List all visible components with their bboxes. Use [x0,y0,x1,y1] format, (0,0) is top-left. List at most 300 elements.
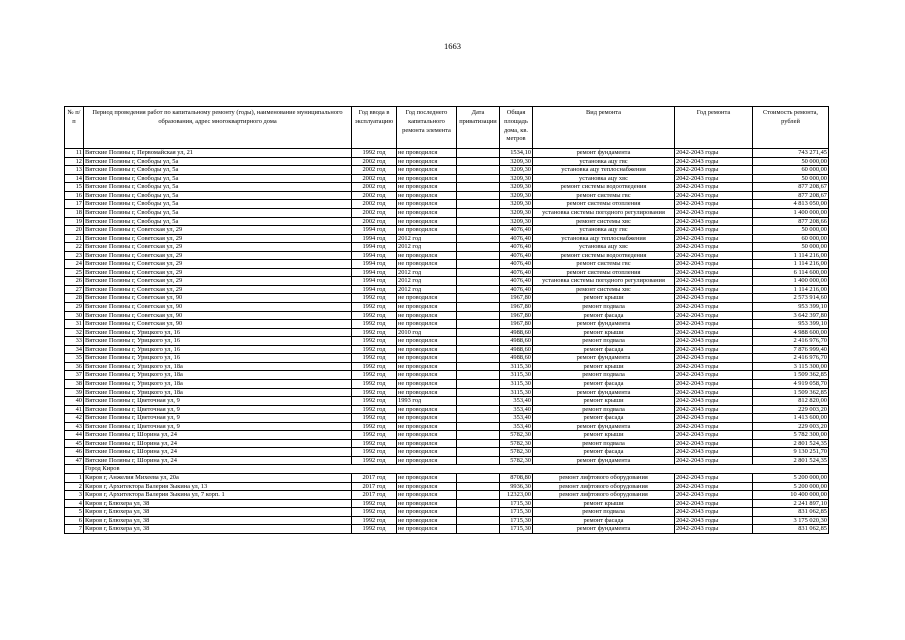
cell-last-repair-year: не проводился [397,525,457,534]
header-commission-year: Год ввода в эксплуатацию [352,107,397,149]
cell-address: Вятские Поляны г, Свободы ул, 5а [84,174,352,183]
cell-privatization-date [457,328,500,337]
cell-privatization-date [457,473,500,482]
cell-privatization-date [457,209,500,218]
cell-privatization-date [457,217,500,226]
cell-repair-cost: 831 062,85 [753,525,829,534]
cell-privatization-date [457,200,500,209]
cell-repair-cost: 50 000,00 [753,243,829,252]
cell-repair-cost: 1 400 000,00 [753,277,829,286]
cell-total-area: 1715,30 [500,525,533,534]
cell-address: Вятские Поляны г, Советская ул, 90 [84,303,352,312]
cell-commission-year: 1994 год [352,260,397,269]
cell-repair-type: установка системы погодного регулирования [533,209,675,218]
cell-address: Вятские Поляны г, Советская ул, 29 [84,277,352,286]
cell-commission-year: 1994 год [352,285,397,294]
cell-address: Киров г, Архитектора Валерия Зыкина ул, 7 корп. 1 [84,491,352,500]
cell-commission-year: 1992 год [352,499,397,508]
cell-repair-cost: 1 114 216,00 [753,260,829,269]
cell-repair-cost: 2 801 524,35 [753,439,829,448]
cell-repair-type: ремонт системы хвс [533,285,675,294]
cell-repair-type: ремонт фундамента [533,354,675,363]
header-repair-type: Вид ремонта [533,107,675,149]
cell-repair-type: ремонт фасада [533,379,675,388]
table-row [65,439,829,448]
cell-last-repair-year: не проводился [397,431,457,440]
cell-address: Вятские Поляны г, Урицкого ул, 16 [84,328,352,337]
cell-total-area: 1967,80 [500,294,533,303]
cell-address: Вятские Поляны г, Урицкого ул, 18а [84,388,352,397]
cell-address: Вятские Поляны г, Советская ул, 29 [84,243,352,252]
cell-last-repair-year: не проводился [397,456,457,465]
cell-repair-cost: 877 208,67 [753,191,829,200]
cell-number: 20 [65,226,84,235]
cell-commission-year: 2002 год [352,200,397,209]
cell-repair-year: 2042-2043 годы [675,499,753,508]
cell-repair-year: 2042-2043 годы [675,388,753,397]
table-row [65,311,829,320]
table-row [65,431,829,440]
cell-total-area: 4076,40 [500,243,533,252]
cell-total-area: 5782,30 [500,448,533,457]
cell-repair-type: установка ацу хвс [533,174,675,183]
table-row [65,303,829,312]
cell-commission-year: 1992 год [352,422,397,431]
cell-commission-year: 1992 год [352,379,397,388]
cell-repair-year: 2042-2043 годы [675,243,753,252]
cell-total-area: 3209,30 [500,157,533,166]
cell-commission-year: 1992 год [352,320,397,329]
cell-repair-cost: 6 114 600,00 [753,268,829,277]
cell-commission-year: 1992 год [352,405,397,414]
cell-number: 22 [65,243,84,252]
cell-privatization-date [457,525,500,534]
cell-number: 47 [65,456,84,465]
table-row [65,473,829,482]
cell-repair-cost: 2 416 976,70 [753,354,829,363]
cell-privatization-date [457,405,500,414]
cell-number: 30 [65,311,84,320]
cell-commission-year: 2017 год [352,491,397,500]
cell-total-area: 353,40 [500,397,533,406]
table-row [65,397,829,406]
cell-number: 27 [65,285,84,294]
cell-repair-type: установка ацу хвс [533,243,675,252]
table-row [65,226,829,235]
cell-total-area: 3209,30 [500,200,533,209]
cell-total-area: 353,40 [500,414,533,423]
cell-repair-year: 2042-2043 годы [675,431,753,440]
cell-repair-type: ремонт системы отопления [533,268,675,277]
cell-address: Вятские Поляны г, Урицкого ул, 18а [84,362,352,371]
cell-address: Вятские Поляны г, Советская ул, 90 [84,311,352,320]
cell-repair-cost: 9 130 251,70 [753,448,829,457]
table-row [65,209,829,218]
cell-privatization-date [457,448,500,457]
cell-commission-year: 1992 год [352,508,397,517]
section-number-cell [65,465,84,474]
table-row [65,508,829,517]
cell-repair-year: 2042-2043 годы [675,516,753,525]
cell-address: Вятские Поляны г, Урицкого ул, 18а [84,379,352,388]
cell-privatization-date [457,260,500,269]
cell-address: Киров г, Архитектора Валерия Зыкина ул, 13 [84,482,352,491]
header-number: № п/п [65,107,84,149]
cell-address: Киров г, Блюхера ул, 38 [84,508,352,517]
cell-privatization-date [457,183,500,192]
table-row [65,149,829,158]
cell-repair-cost: 7 876 999,40 [753,345,829,354]
cell-last-repair-year: не проводился [397,217,457,226]
cell-repair-cost: 831 062,85 [753,508,829,517]
cell-commission-year: 1992 год [352,516,397,525]
cell-repair-type: ремонт крыши [533,362,675,371]
cell-total-area: 3209,30 [500,183,533,192]
cell-repair-year: 2042-2043 годы [675,200,753,209]
cell-last-repair-year: не проводился [397,414,457,423]
cell-number: 45 [65,439,84,448]
cell-privatization-date [457,149,500,158]
cell-repair-year: 2042-2043 годы [675,439,753,448]
section-row [65,465,829,474]
cell-repair-year: 2042-2043 годы [675,285,753,294]
cell-address: Киров г, Анжелия Михеева ул, 20а [84,473,352,482]
cell-total-area: 4076,40 [500,226,533,235]
cell-repair-cost: 4 813 050,00 [753,200,829,209]
cell-address: Вятские Поляны г, Свободы ул, 5а [84,209,352,218]
cell-repair-type: ремонт подвала [533,303,675,312]
cell-total-area: 3115,30 [500,388,533,397]
cell-last-repair-year: не проводился [397,337,457,346]
cell-repair-year: 2042-2043 годы [675,183,753,192]
cell-last-repair-year: 2012 год [397,234,457,243]
cell-repair-cost: 1 509 362,85 [753,388,829,397]
cell-last-repair-year: не проводился [397,491,457,500]
cell-repair-cost: 2 416 976,70 [753,337,829,346]
cell-commission-year: 1992 год [352,294,397,303]
cell-repair-cost: 2 573 914,60 [753,294,829,303]
cell-repair-year: 2042-2043 годы [675,422,753,431]
cell-repair-type: установка ацу теплоснабжения [533,234,675,243]
table-row [65,285,829,294]
cell-address: Вятские Поляны г, Шорина ул, 24 [84,439,352,448]
cell-address: Киров г, Блюхера ул, 38 [84,525,352,534]
cell-last-repair-year: не проводился [397,362,457,371]
table-row [65,414,829,423]
cell-last-repair-year: не проводился [397,508,457,517]
cell-address: Вятские Поляны г, Свободы ул, 5а [84,191,352,200]
table-row [65,328,829,337]
cell-address: Вятские Поляны г, Советская ул, 29 [84,234,352,243]
cell-repair-type: ремонт системы отопления [533,200,675,209]
cell-privatization-date [457,226,500,235]
cell-number: 17 [65,200,84,209]
cell-privatization-date [457,285,500,294]
cell-repair-year: 2042-2043 годы [675,337,753,346]
cell-number: 31 [65,320,84,329]
cell-commission-year: 1992 год [352,448,397,457]
cell-repair-cost: 60 000,00 [753,166,829,175]
cell-address: Вятские Поляны г, Урицкого ул, 16 [84,345,352,354]
table-row [65,354,829,363]
cell-address: Вятские Поляны г, Свободы ул, 5а [84,183,352,192]
table-row [65,491,829,500]
cell-total-area: 1715,30 [500,508,533,517]
cell-repair-type: ремонт подвала [533,371,675,380]
cell-commission-year: 1992 год [352,337,397,346]
cell-privatization-date [457,362,500,371]
table-row [65,260,829,269]
cell-repair-year: 2042-2043 годы [675,354,753,363]
cell-last-repair-year: не проводился [397,354,457,363]
cell-repair-year: 2042-2043 годы [675,303,753,312]
cell-total-area: 5782,30 [500,431,533,440]
cell-repair-year: 2042-2043 годы [675,414,753,423]
cell-number: 4 [65,499,84,508]
cell-number: 13 [65,166,84,175]
cell-number: 34 [65,345,84,354]
cell-last-repair-year: не проводился [397,379,457,388]
cell-last-repair-year: не проводился [397,174,457,183]
cell-repair-cost: 3 175 020,30 [753,516,829,525]
cell-commission-year: 1994 год [352,251,397,260]
cell-last-repair-year: не проводился [397,405,457,414]
cell-total-area: 1534,10 [500,149,533,158]
cell-address: Вятские Поляны г, Урицкого ул, 16 [84,354,352,363]
table-row [65,405,829,414]
cell-commission-year: 1992 год [352,431,397,440]
header-last-repair-year: Год последнего капитального ремонта элемента [397,107,457,149]
cell-total-area: 9936,30 [500,482,533,491]
page-number: 1663 [444,41,461,51]
table-row [65,379,829,388]
cell-repair-cost: 5 200 000,00 [753,473,829,482]
cell-commission-year: 1992 год [352,328,397,337]
cell-commission-year: 1992 год [352,388,397,397]
cell-last-repair-year: не проводился [397,422,457,431]
table-row [65,217,829,226]
cell-commission-year: 1992 год [352,362,397,371]
cell-privatization-date [457,251,500,260]
table-row [65,243,829,252]
cell-total-area: 5782,30 [500,439,533,448]
cell-address: Вятские Поляны г, Шорина ул, 24 [84,456,352,465]
cell-number: 21 [65,234,84,243]
cell-total-area: 3209,30 [500,174,533,183]
cell-repair-year: 2042-2043 годы [675,405,753,414]
cell-total-area: 4076,40 [500,268,533,277]
cell-commission-year: 1992 год [352,439,397,448]
cell-repair-type: ремонт крыши [533,397,675,406]
cell-repair-type: ремонт крыши [533,431,675,440]
cell-repair-cost: 1 400 000,00 [753,209,829,218]
cell-number: 29 [65,303,84,312]
cell-last-repair-year: не проводился [397,499,457,508]
cell-total-area: 4076,40 [500,277,533,286]
cell-repair-year: 2042-2043 годы [675,277,753,286]
cell-privatization-date [457,277,500,286]
cell-last-repair-year: не проводился [397,166,457,175]
cell-number: 1 [65,473,84,482]
cell-repair-type: ремонт лифтового оборудования [533,473,675,482]
cell-commission-year: 2002 год [352,191,397,200]
cell-repair-type: ремонт фундамента [533,320,675,329]
cell-repair-year: 2042-2043 годы [675,371,753,380]
table-row [65,362,829,371]
cell-repair-cost: 5 200 000,00 [753,482,829,491]
cell-number: 42 [65,414,84,423]
table-row [65,422,829,431]
cell-repair-type: ремонт фундамента [533,388,675,397]
cell-repair-type: установка ацу теплоснабжения [533,166,675,175]
cell-number: 19 [65,217,84,226]
cell-privatization-date [457,482,500,491]
cell-total-area: 4076,40 [500,234,533,243]
cell-address: Вятские Поляны г, Цветочная ул, 9 [84,414,352,423]
cell-repair-type: ремонт фундамента [533,456,675,465]
cell-repair-cost: 877 208,67 [753,183,829,192]
cell-number: 33 [65,337,84,346]
cell-privatization-date [457,499,500,508]
cell-repair-type: ремонт системы гвс [533,191,675,200]
cell-repair-type: ремонт фундамента [533,525,675,534]
cell-privatization-date [457,311,500,320]
table-body [65,149,829,534]
cell-number: 40 [65,397,84,406]
cell-repair-cost: 1 509 362,85 [753,371,829,380]
cell-repair-year: 2042-2043 годы [675,362,753,371]
cell-repair-type: ремонт фасада [533,516,675,525]
cell-repair-cost: 1 114 216,00 [753,251,829,260]
cell-repair-cost: 5 782 300,00 [753,431,829,440]
cell-repair-year: 2042-2043 годы [675,448,753,457]
cell-number: 12 [65,157,84,166]
cell-repair-type: ремонт фасада [533,311,675,320]
cell-address: Вятские Поляны г, Цветочная ул, 9 [84,422,352,431]
cell-commission-year: 1994 год [352,226,397,235]
cell-total-area: 4076,40 [500,285,533,294]
cell-repair-type: ремонт фасада [533,345,675,354]
table-row [65,234,829,243]
cell-total-area: 4988,60 [500,328,533,337]
header-total-area: Общая площадь дома, кв. метров [500,107,533,149]
cell-privatization-date [457,294,500,303]
cell-privatization-date [457,379,500,388]
cell-repair-year: 2042-2043 годы [675,174,753,183]
capital-repair-table [64,106,829,534]
cell-number: 23 [65,251,84,260]
cell-number: 39 [65,388,84,397]
table-row [65,456,829,465]
header-privatization-date: Дата приватизации [457,107,500,149]
table-row [65,166,829,175]
cell-number: 15 [65,183,84,192]
table-row [65,516,829,525]
cell-number: 6 [65,516,84,525]
cell-repair-type: ремонт фундамента [533,149,675,158]
table-row [65,174,829,183]
cell-repair-cost: 4 988 600,00 [753,328,829,337]
cell-commission-year: 2017 год [352,482,397,491]
cell-address: Вятские Поляны г, Первомайская ул, 21 [84,149,352,158]
cell-privatization-date [457,431,500,440]
header-address: Период проведения работ по капитальному ремонту (годы), наименование муниципального образования, адрес многоквартирного дома [84,107,352,149]
cell-privatization-date [457,371,500,380]
cell-repair-year: 2042-2043 годы [675,209,753,218]
cell-repair-year: 2042-2043 годы [675,234,753,243]
cell-address: Вятские Поляны г, Шорина ул, 24 [84,448,352,457]
cell-number: 26 [65,277,84,286]
cell-commission-year: 1994 год [352,234,397,243]
table-row [65,200,829,209]
cell-number: 14 [65,174,84,183]
cell-repair-year: 2042-2043 годы [675,149,753,158]
cell-privatization-date [457,456,500,465]
cell-address: Вятские Поляны г, Урицкого ул, 16 [84,337,352,346]
cell-repair-cost: 1 413 600,00 [753,414,829,423]
cell-last-repair-year: не проводился [397,311,457,320]
cell-privatization-date [457,303,500,312]
cell-repair-year: 2042-2043 годы [675,397,753,406]
cell-commission-year: 2002 год [352,209,397,218]
cell-address: Вятские Поляны г, Советская ул, 90 [84,294,352,303]
cell-repair-year: 2042-2043 годы [675,191,753,200]
cell-repair-year: 2042-2043 годы [675,473,753,482]
cell-number: 44 [65,431,84,440]
cell-last-repair-year: не проводился [397,183,457,192]
cell-number: 38 [65,379,84,388]
cell-commission-year: 1992 год [352,345,397,354]
table-row [65,157,829,166]
cell-commission-year: 2017 год [352,473,397,482]
cell-repair-year: 2042-2043 годы [675,328,753,337]
cell-total-area: 4988,60 [500,354,533,363]
cell-number: 3 [65,491,84,500]
cell-repair-cost: 3 642 397,80 [753,311,829,320]
cell-repair-cost: 877 208,66 [753,217,829,226]
cell-address: Вятские Поляны г, Свободы ул, 5а [84,217,352,226]
cell-repair-type: ремонт фундамента [533,422,675,431]
cell-repair-type: ремонт лифтового оборудования [533,491,675,500]
cell-repair-cost: 50 000,00 [753,174,829,183]
table-row [65,482,829,491]
table-row [65,183,829,192]
cell-address: Вятские Поляны г, Свободы ул, 5а [84,157,352,166]
cell-total-area: 353,40 [500,422,533,431]
cell-privatization-date [457,234,500,243]
cell-last-repair-year: не проводился [397,260,457,269]
table-row [65,277,829,286]
cell-address: Вятские Поляны г, Советская ул, 29 [84,268,352,277]
cell-repair-type: ремонт крыши [533,328,675,337]
cell-repair-cost: 50 000,00 [753,226,829,235]
cell-address: Вятские Поляны г, Советская ул, 29 [84,285,352,294]
cell-repair-type: ремонт подвала [533,337,675,346]
table-row [65,251,829,260]
cell-privatization-date [457,491,500,500]
cell-repair-cost: 743 271,45 [753,149,829,158]
cell-total-area: 12323,00 [500,491,533,500]
cell-last-repair-year: не проводился [397,157,457,166]
cell-privatization-date [457,439,500,448]
cell-commission-year: 2002 год [352,217,397,226]
cell-repair-cost: 60 000,00 [753,234,829,243]
cell-repair-type: ремонт крыши [533,499,675,508]
cell-last-repair-year: не проводился [397,388,457,397]
cell-number: 32 [65,328,84,337]
cell-privatization-date [457,166,500,175]
cell-address: Вятские Поляны г, Советская ул, 90 [84,320,352,329]
